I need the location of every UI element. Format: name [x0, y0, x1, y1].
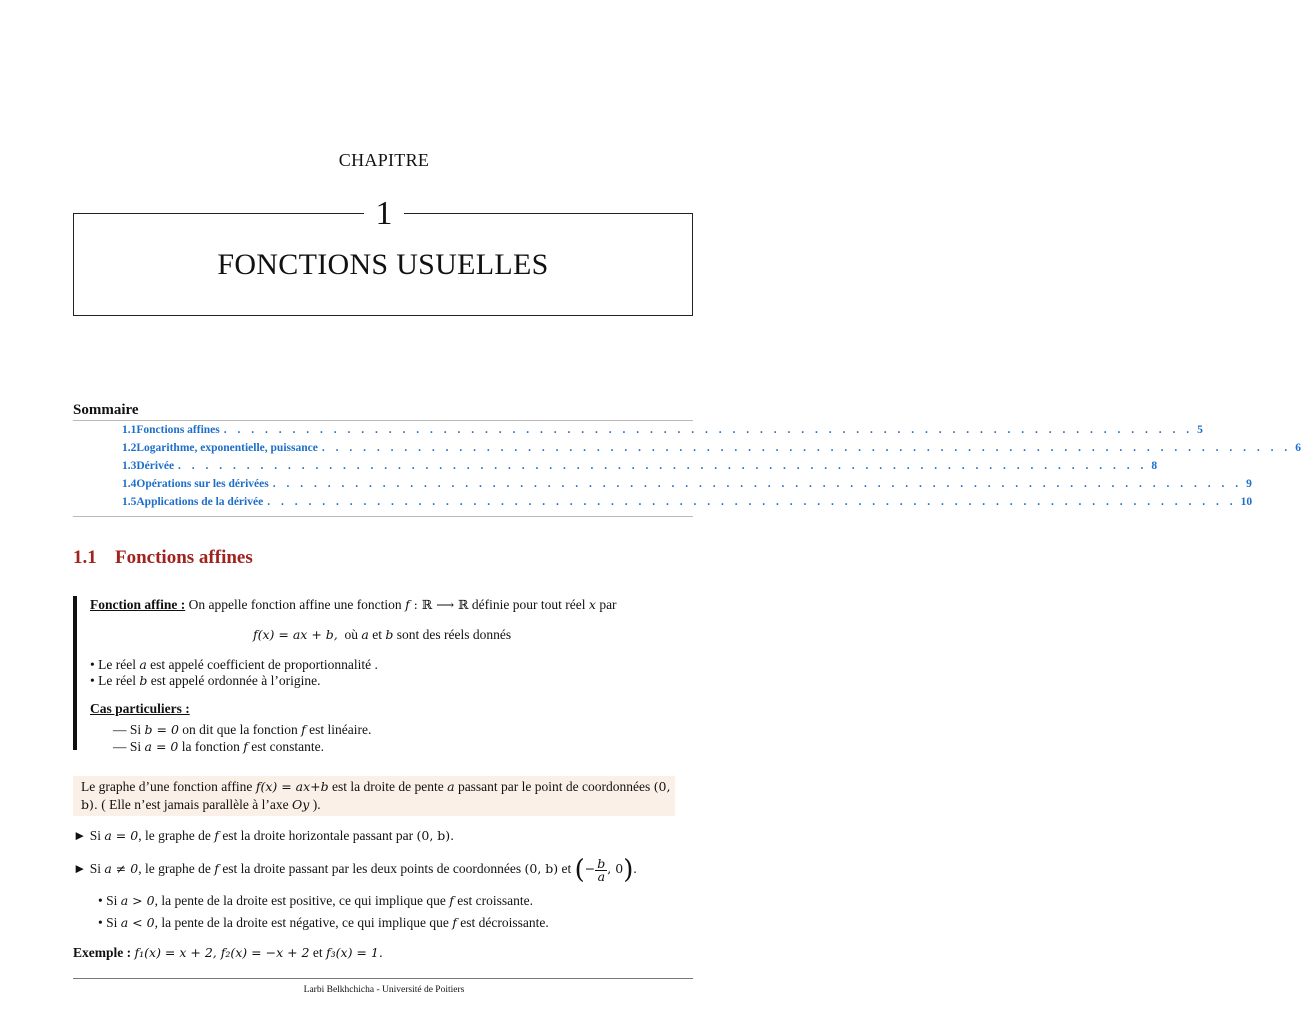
frac-den: a — [597, 868, 606, 884]
definition-formula — [253, 627, 511, 643]
s1-f: f — [449, 893, 454, 908]
cas-head: Cas particuliers : — [90, 701, 190, 716]
cas-particuliers-head — [90, 701, 190, 717]
formula-b: b — [385, 627, 394, 642]
bullet1-a: a — [139, 657, 147, 672]
formula-math: f(x) = ax + b, — [253, 627, 338, 642]
l2-m2: (0, b) — [524, 861, 559, 877]
note-m3: (0, b). — [81, 779, 671, 812]
bullet2-pre: • Le réel — [90, 673, 136, 688]
chapter-number: 1 — [364, 192, 404, 236]
section-heading — [73, 547, 253, 569]
toc-entry-number: 1.4 — [122, 478, 137, 490]
exemple-line — [73, 945, 383, 961]
toc-entry-page[interactable]: 5 — [1197, 424, 1203, 436]
toc-entry-label[interactable]: Applications de la dérivée — [136, 496, 264, 508]
toc-leader-dots: . . . . . . . . . . . . . . . . . . . . . . . . . . . . . . . . . . . . . . . . . . . . . . . . . . . . . . . . . . . . . . . . . . . . . . . — [178, 460, 1148, 472]
definition-line — [90, 597, 617, 613]
cas2-pre: — Si — [113, 739, 142, 754]
toc-entry-label[interactable]: Dérivée — [136, 460, 175, 472]
math-x: x — [588, 597, 596, 612]
sommaire-rule-top — [73, 420, 693, 421]
s2-f: f — [452, 915, 457, 930]
note-t3: passant par le point de coordonnées — [457, 779, 651, 794]
bullet1-pre: • Le réel — [90, 657, 136, 672]
line-a-zero — [73, 828, 454, 844]
l1-m2: (0, b). — [416, 828, 455, 843]
cas2-end: est constante. — [251, 739, 324, 754]
l1-pre: ► Si — [73, 828, 101, 843]
note-t4: ( Elle n’est jamais parallèle à l’axe — [101, 797, 289, 812]
table-of-contents — [122, 424, 1301, 514]
l2-dot: . — [633, 861, 637, 877]
definition-head: Fonction affine : — [90, 597, 186, 612]
footer-text: Larbi Belkhchicha - Université de Poitiers — [303, 985, 465, 995]
s2-m: a < 0 — [120, 915, 155, 930]
definition-intro: On appelle fonction affine une fonction — [188, 597, 402, 612]
toc-leader-dots: . . . . . . . . . . . . . . . . . . . . . . . . . . . . . . . . . . . . . . . . . . . . . . . . . . . . . . . . . . . . . . . . . . . . . . . — [321, 442, 1292, 454]
cas2-f: f — [243, 739, 248, 754]
bullet-ordonnee — [90, 673, 321, 689]
l1-post: est la droite horizontale passant par — [222, 828, 414, 843]
toc-entry[interactable] — [122, 424, 1203, 442]
paren-left: ( — [574, 855, 585, 885]
definition-par: par — [599, 597, 617, 612]
toc-entry-label[interactable]: Opérations sur les dérivées — [136, 478, 269, 490]
s2-post: est décroissante. — [460, 915, 549, 930]
toc-entry[interactable] — [122, 442, 1301, 460]
toc-leader-dots: . . . . . . . . . . . . . . . . . . . . . . . . . . . . . . . . . . . . . . . . . . . . . . . . . . . . . . . . . . . . . . . . . . . . . . . — [272, 478, 1243, 490]
exemple-m2: f₃(x) = 1. — [326, 945, 383, 960]
toc-entry-page[interactable]: 10 — [1240, 496, 1253, 508]
bullet2-b: b — [139, 673, 148, 688]
formula-et: et — [372, 627, 382, 642]
l2-mid: , le graphe de — [138, 861, 211, 877]
math-f: f — [405, 597, 410, 612]
note-m1: f(x) = ax+b — [255, 779, 329, 794]
note-text — [81, 778, 681, 814]
definition-intro-end: définie pour tout réel — [471, 597, 586, 612]
toc-entry-page[interactable]: 6 — [1295, 442, 1301, 454]
cas2-math: a = 0 — [144, 739, 179, 754]
sommaire-rule-bottom — [73, 516, 693, 517]
cas1-pre: — Si — [113, 722, 142, 737]
s1-post: est croissante. — [457, 893, 533, 908]
paren-right: ) — [623, 855, 634, 885]
s2-pre: • Si — [98, 915, 118, 930]
toc-leader-dots: . . . . . . . . . . . . . . . . . . . . . . . . . . . . . . . . . . . . . . . . . . . . . . . . . . . . . . . . . . . . . . . . . . . . . . . — [267, 496, 1237, 508]
bullet-a-negative — [98, 915, 549, 931]
cas-constante — [113, 739, 324, 755]
cas1-math: b = 0 — [144, 722, 179, 737]
toc-entry-number: 1.5 — [122, 496, 137, 508]
math-map: ℝ ⟶ ℝ — [421, 597, 469, 612]
note-m4: Oy — [292, 797, 310, 812]
bullet-coefficient — [90, 657, 378, 673]
toc-entry[interactable] — [122, 460, 1158, 478]
toc-entry-page[interactable]: 8 — [1151, 460, 1158, 472]
cas1-end: est linéaire. — [309, 722, 372, 737]
math-colon: : — [409, 597, 422, 612]
line-a-nonzero — [73, 855, 637, 885]
frac-num: b — [597, 855, 606, 871]
cas1-f: f — [301, 722, 306, 737]
l2-m1: a ≠ 0 — [104, 861, 139, 877]
section-number: 1.1 — [73, 547, 97, 568]
toc-entry-label[interactable]: Fonctions affines — [136, 424, 220, 436]
chapter-title: FONCTIONS USUELLES — [217, 248, 549, 281]
l1-mid: , le graphe de — [138, 828, 211, 843]
cas-lineaire — [113, 722, 371, 738]
cas1-post: on dit que la fonction — [182, 722, 298, 737]
l2-pre: ► Si — [73, 861, 101, 877]
toc-entry[interactable] — [122, 496, 1253, 514]
toc-entry-label[interactable]: Logarithme, exponentielle, puissance — [136, 442, 318, 454]
toc-entry[interactable] — [122, 478, 1252, 496]
bullet1-post: est appelé coefficient de proportionnalité . — [150, 657, 378, 672]
toc-entry-number: 1.1 — [122, 424, 137, 436]
s1-pre: • Si — [98, 893, 118, 908]
formula-ou: où — [344, 627, 358, 642]
cas2-post: la fonction — [181, 739, 240, 754]
toc-leader-dots: . . . . . . . . . . . . . . . . . . . . . . . . . . . . . . . . . . . . . . . . . . . . . . . . . . . . . . . . . . . . . . . . . . . . . . . — [223, 424, 1194, 436]
bullet2-post: est appelé ordonnée à l’origine. — [150, 673, 321, 688]
l2-f: f — [214, 861, 219, 877]
l2-zero: , 0 — [607, 861, 624, 877]
toc-entry-number: 1.3 — [122, 460, 137, 472]
toc-entry-page[interactable]: 9 — [1246, 478, 1252, 490]
exemple-et: et — [312, 945, 323, 960]
chapter-label: CHAPITRE — [338, 150, 430, 170]
l2-post: est la droite passant par les deux points de coordonnées — [222, 861, 522, 877]
note-t2: est la droite de pente — [332, 779, 444, 794]
l1-m1: a = 0 — [104, 828, 139, 843]
fraction-b-over-a — [595, 855, 607, 884]
s1-mid: , la pente de la droite est positive, ce qui implique que — [154, 893, 446, 908]
footer-rule — [73, 978, 693, 979]
l2-neg: − — [584, 861, 596, 877]
exemple-m1: f₁(x) = x + 2, f₂(x) = −x + 2 — [134, 945, 310, 960]
exemple-head: Exemple : — [73, 945, 132, 960]
toc-entry-number: 1.2 — [122, 442, 137, 454]
definition-bar — [73, 596, 77, 750]
note-m2: a — [447, 779, 455, 794]
section-title: Fonctions affines — [115, 547, 253, 568]
l1-f: f — [214, 828, 219, 843]
s1-m: a > 0 — [120, 893, 155, 908]
s2-mid: , la pente de la droite est négative, ce qui implique que — [154, 915, 449, 930]
l2-et: et — [561, 861, 572, 877]
formula-end: sont des réels donnés — [396, 627, 512, 642]
note-t1: Le graphe d’une fonction affine — [81, 779, 253, 794]
sommaire-title: Sommaire — [73, 402, 139, 418]
bullet-a-positive — [98, 893, 533, 909]
note-t5: ). — [312, 797, 321, 812]
formula-a: a — [361, 627, 369, 642]
